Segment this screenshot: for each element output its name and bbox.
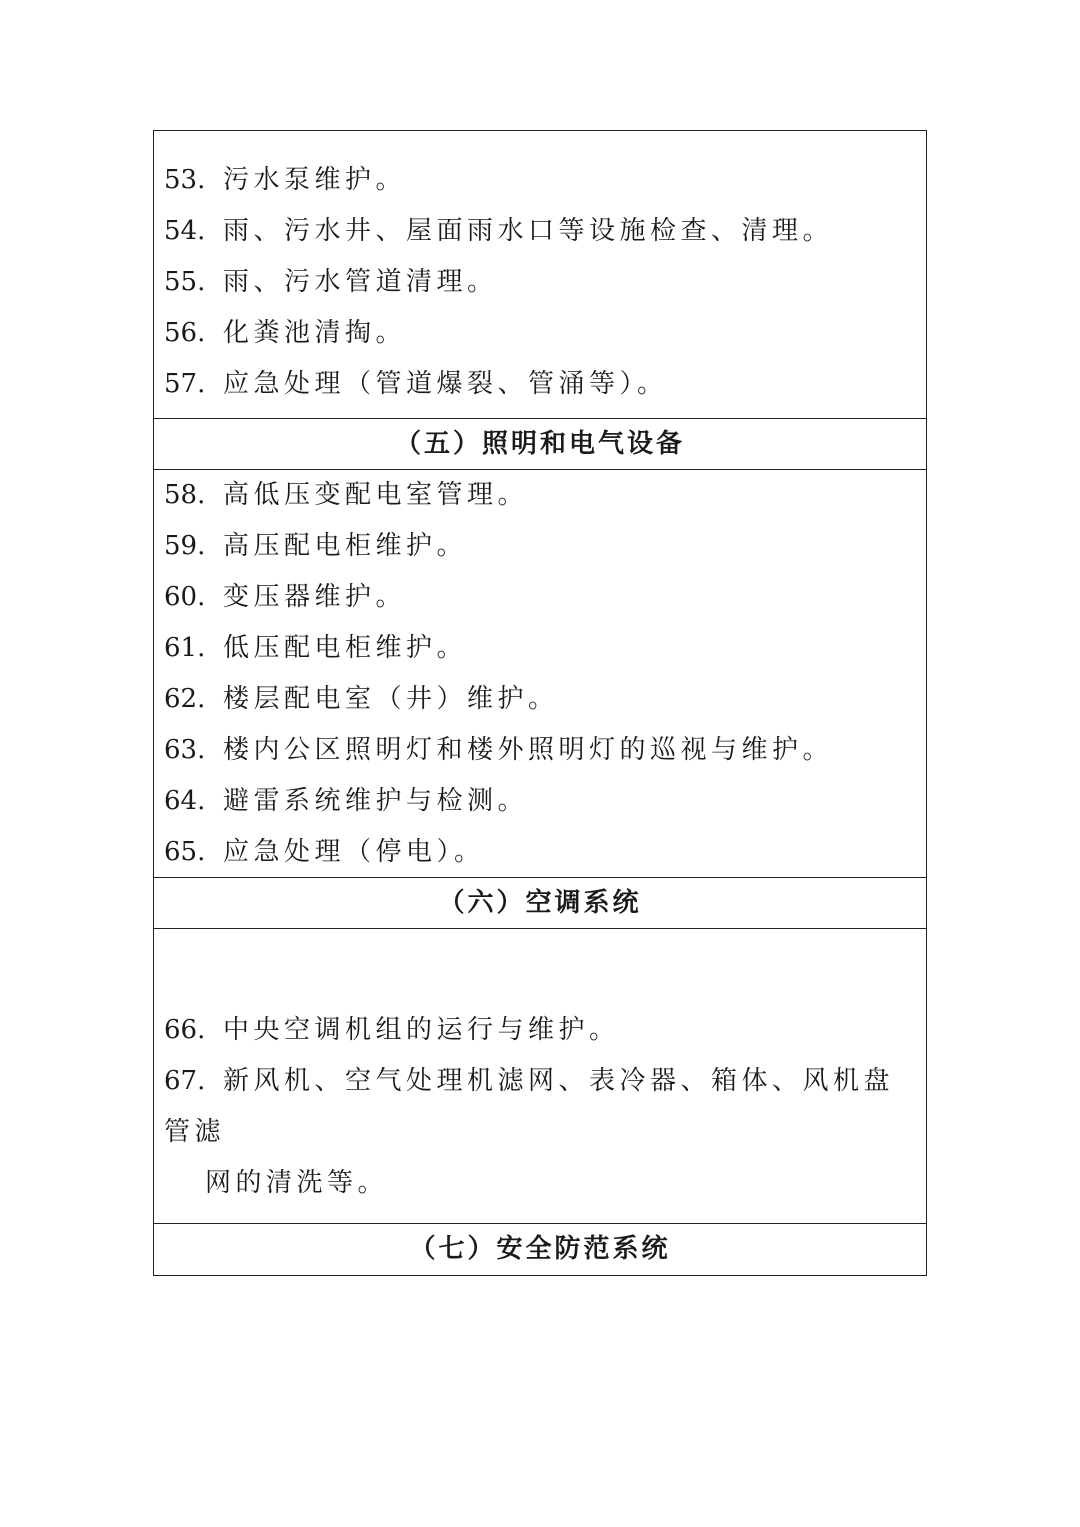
item-text: 污水泵维护。 [223, 165, 407, 195]
item-number: 59. [164, 531, 206, 561]
item-number: 63. [164, 735, 206, 765]
item-text-continued: 网的清洗等。 [205, 1168, 389, 1198]
lighting-items-block [154, 470, 926, 878]
list-item [164, 572, 916, 623]
service-table [153, 130, 927, 1276]
item-text: 应急处理（管道爆裂、管涌等）。 [223, 369, 668, 399]
item-number: 67. [164, 1066, 206, 1096]
hvac-items-block [154, 929, 926, 1224]
item-number: 66. [164, 1015, 206, 1045]
list-item [164, 359, 916, 410]
list-item [164, 155, 916, 206]
list-item [164, 308, 916, 359]
item-number: 62. [164, 684, 206, 714]
list-item [164, 257, 916, 308]
list-item [164, 1056, 916, 1209]
list-item [164, 521, 916, 572]
list-item [164, 206, 916, 257]
item-number: 57. [164, 369, 206, 399]
item-number: 60. [164, 582, 206, 612]
item-text: 中央空调机组的运行与维护。 [223, 1015, 620, 1045]
list-item [164, 623, 916, 674]
item-number: 56. [164, 318, 206, 348]
item-text: 低压配电柜维护。 [223, 633, 468, 663]
item-number: 65. [164, 837, 206, 867]
item-number: 55. [164, 267, 206, 297]
list-item [164, 470, 916, 521]
list-item [164, 674, 916, 725]
item-text: 楼层配电室（井）维护。 [223, 684, 559, 714]
list-item [164, 725, 916, 776]
item-number: 64. [164, 786, 206, 816]
list-item [164, 776, 916, 827]
item-text: 化粪池清掏。 [223, 318, 407, 348]
list-item [164, 1005, 916, 1056]
item-number: 58. [164, 480, 206, 510]
item-number: 61. [164, 633, 206, 663]
section-heading-security: （七）安全防范系统 [409, 1234, 671, 1264]
item-text: 雨、污水井、屋面雨水口等设施检查、清理。 [223, 216, 834, 246]
item-number: 53. [164, 165, 206, 195]
section-heading-lighting: （五）照明和电气设备 [154, 419, 926, 470]
drainage-items-block [154, 131, 926, 419]
item-text: 楼内公区照明灯和楼外照明灯的巡视与维护。 [223, 735, 834, 765]
item-text: 新风机、空气处理机滤网、表冷器、箱体、风机盘管滤 [164, 1066, 895, 1147]
item-number: 54. [164, 216, 206, 246]
item-text: 应急处理（停电）。 [223, 837, 485, 867]
item-text: 避雷系统维护与检测。 [223, 786, 529, 816]
section-heading-hvac: （六）空调系统 [154, 878, 926, 929]
item-text: 高压配电柜维护。 [223, 531, 468, 561]
list-item [164, 827, 916, 878]
item-text: 变压器维护。 [223, 582, 407, 612]
item-text: 雨、污水管道清理。 [223, 267, 498, 297]
item-text: 高低压变配电室管理。 [223, 480, 529, 510]
